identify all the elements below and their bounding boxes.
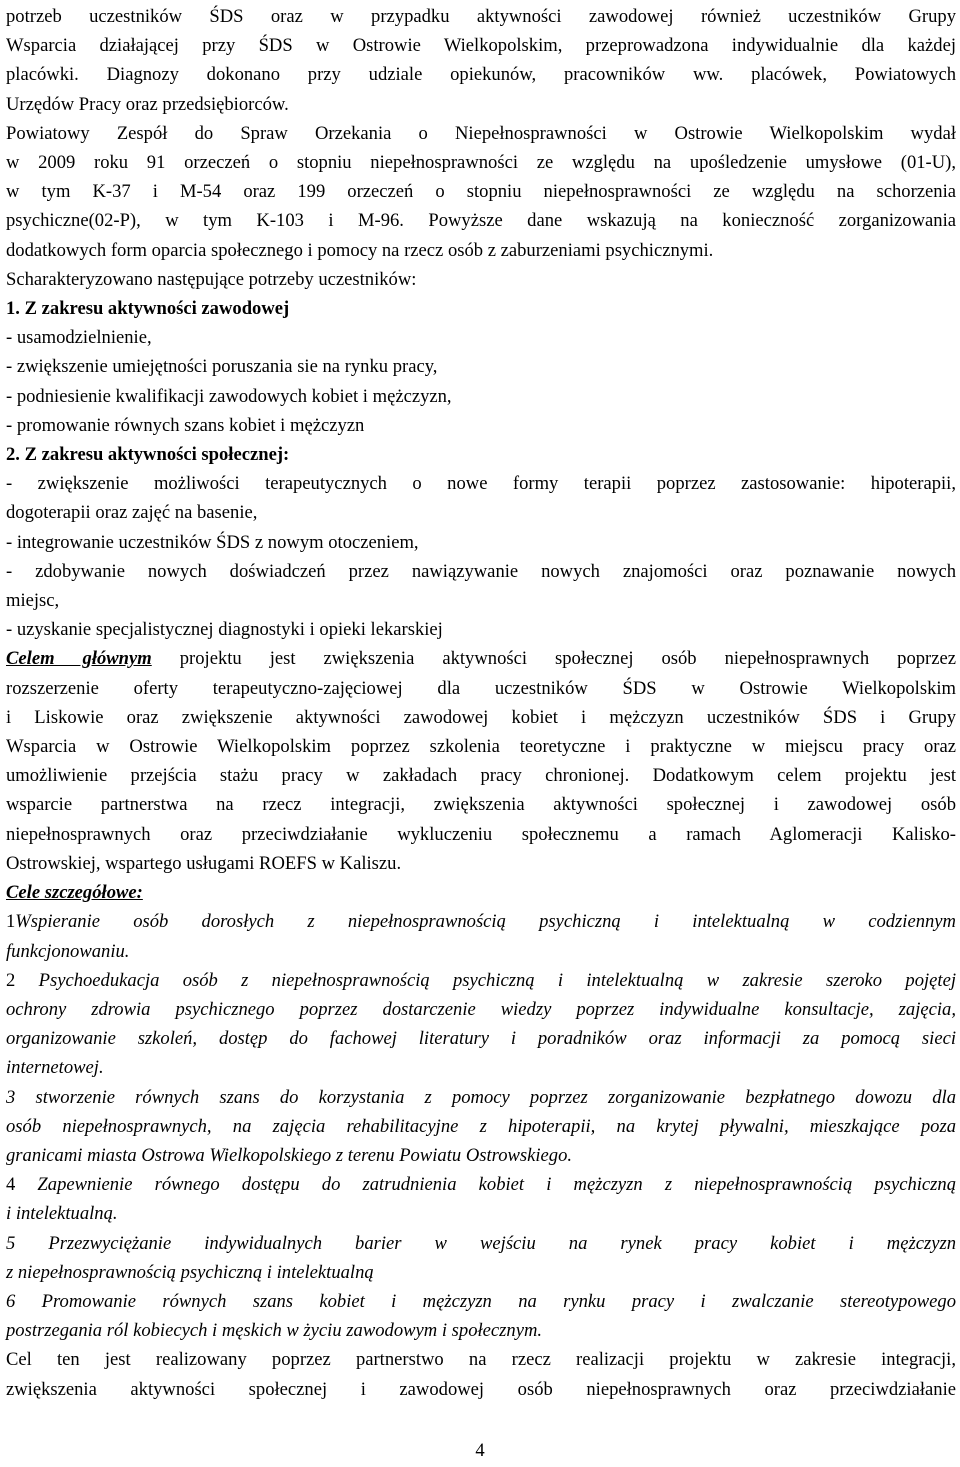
main-goal-text: projektu jest zwiększenia aktywności społecznej osób niepełnosprawnych poprzez bbox=[151, 648, 956, 670]
list-item: - usamodzielnienie, bbox=[6, 327, 152, 349]
goal-line: internetowej. bbox=[6, 1057, 104, 1079]
list-item: dogoterapii oraz zajęć na basenie, bbox=[6, 502, 258, 524]
main-goal-line: umożliwienie przejścia stażu pracy w zakładach pracy chronionej. Dodatkowym celem projektu jest bbox=[6, 765, 956, 787]
main-goal-line bbox=[6, 644, 956, 673]
section1-heading: 1. Z zakresu aktywności zawodowej bbox=[6, 298, 290, 320]
list-item: - zdobywanie nowych doświadczeń przez nawiązywanie nowych znajomości oraz poznawanie nowych bbox=[6, 560, 956, 582]
main-goal-line: i Liskowie oraz zwiększenie aktywności zawodowej kobiet i mężczyzn uczestników ŚDS i Grupy bbox=[6, 706, 956, 728]
main-goal-label: Celem głównym bbox=[6, 648, 152, 670]
main-goal-line: wsparcie partnerstwa na rzecz integracji, zwiększenia aktywności społecznej i zawodowej osób bbox=[6, 794, 956, 816]
zespol-line: w tym K-37 i M-54 oraz 199 orzeczeń o stopniu niepełnosprawności ze względu na schorzenia bbox=[6, 181, 956, 203]
goal-line bbox=[6, 966, 956, 995]
page-number: 4 bbox=[475, 1440, 485, 1461]
needs-intro: Scharakteryzowano następujące potrzeby uczestników: bbox=[6, 268, 417, 290]
list-item: - uzyskanie specjalistycznej diagnostyki i opieki lekarskiej bbox=[6, 619, 443, 641]
goal-line: organizowanie szkoleń, dostęp do fachowej literatury i poradników oraz informacji za pomocą sieci bbox=[6, 1028, 956, 1050]
main-goal-line: niepełnosprawnych oraz przeciwdziałanie wykluczeniu społecznemu a ramach Aglomeracji Kalisko- bbox=[6, 823, 956, 845]
list-item: - promowanie równych szans kobiet i mężczyzn bbox=[6, 414, 365, 436]
goal-text: Wspieranie osób dorosłych z niepełnosprawnością psychiczną i intelektualną w codziennym bbox=[15, 911, 956, 933]
document-page bbox=[6, 2, 956, 1404]
goal-number: 1 bbox=[6, 911, 16, 933]
main-goal-line: Ostrowskiej, wspartego usługami ROEFS w Kaliszu. bbox=[6, 852, 402, 874]
intro-line: potrzeb uczestników ŚDS oraz w przypadku aktywności zawodowej również uczestników Grupy bbox=[6, 6, 956, 27]
list-item: miejsc, bbox=[6, 590, 60, 612]
goal-line: 6 Promowanie równych szans kobiet i mężczyzn na rynku pracy i zwalczanie stereotypowego bbox=[6, 1290, 956, 1312]
zespol-line: w 2009 roku 91 orzeczeń o stopniu niepełnosprawności ze względu na upośledzenie umysłowe (01-U), bbox=[6, 152, 956, 174]
intro-line: Wsparcia działającej przy ŚDS w Ostrowie Wielkopolskim, przeprowadzona indywidualnie dla każdej bbox=[6, 35, 956, 57]
zespol-line: Powiatowy Zespół do Spraw Orzekania o Niepełnosprawności w Ostrowie Wielkopolskim wydał bbox=[6, 122, 956, 144]
intro-line: Urzędów Pracy oraz przedsiębiorców. bbox=[6, 93, 289, 115]
goal-line bbox=[6, 1170, 956, 1199]
list-item: - zwiększenie umiejętności poruszania sie na rynku pracy, bbox=[6, 356, 438, 378]
goal-number: 2 bbox=[6, 969, 16, 991]
zespol-line: psychiczne(02-P), w tym K-103 i M-96. Powyższe dane wskazują na konieczność zorganizowania bbox=[6, 210, 956, 232]
zespol-line: dodatkowych form oparcia społecznego i pomocy na rzecz osób z zaburzeniami psychicznymi. bbox=[6, 239, 714, 261]
main-goal-line: rozszerzenie oferty terapeutyczno-zajęciowej dla uczestników ŚDS w Ostrowie Wielkopolskim bbox=[6, 677, 956, 699]
section2-heading: 2. Z zakresu aktywności społecznej: bbox=[6, 444, 290, 466]
goal-line: i intelektualną. bbox=[6, 1203, 118, 1225]
list-item: - podniesienie kwalifikacji zawodowych kobiet i mężczyzn, bbox=[6, 385, 452, 407]
closing-line: Cel ten jest realizowany poprzez partnerstwo na rzecz realizacji projektu w zakresie integracji, bbox=[6, 1349, 956, 1371]
goal-line: granicami miasta Ostrowa Wielkopolskiego z terenu Powiatu Ostrowskiego. bbox=[6, 1144, 573, 1166]
goal-line: funkcjonowaniu. bbox=[6, 940, 130, 962]
goal-line bbox=[6, 907, 956, 936]
goal-line: 3 stworzenie równych szans do korzystania z pomocy poprzez zorganizowanie bezpłatnego dowozu dla bbox=[6, 1086, 956, 1108]
specific-goals-heading: Cele szczegółowe: bbox=[6, 882, 143, 904]
goal-text: Zapewnienie równego dostępu do zatrudnienia kobiet i mężczyzn z niepełnosprawnością psychiczną bbox=[15, 1174, 956, 1196]
list-item: - integrowanie uczestników ŚDS z nowym otoczeniem, bbox=[6, 531, 419, 553]
closing-line: zwiększenia aktywności społecznej i zawodowej osób niepełnosprawnych oraz przeciwdziałanie bbox=[6, 1378, 956, 1400]
goal-line: postrzegania ról kobiecych i męskich w życiu zawodowym i społecznym. bbox=[6, 1320, 543, 1342]
goal-text: Psychoedukacja osób z niepełnosprawnością psychiczną i intelektualną w zakresie szeroko pojętej bbox=[15, 969, 956, 991]
goal-line: z niepełnosprawnością psychiczną i intelektualną bbox=[6, 1261, 374, 1283]
goal-number: 4 bbox=[6, 1174, 16, 1196]
list-item: - zwiększenie możliwości terapeutycznych o nowe formy terapii poprzez zastosowanie: hipoterapii, bbox=[6, 473, 956, 495]
goal-line: 5 Przezwyciężanie indywidualnych barier w wejściu na rynek pracy kobiet i mężczyzn bbox=[6, 1232, 956, 1254]
main-goal-line: Wsparcia w Ostrowie Wielkopolskim poprzez szkolenia teoretyczne i praktyczne w miejscu pracy oraz bbox=[6, 736, 956, 758]
goal-line: osób niepełnosprawnych, na zajęcia rehabilitacyjne z hipoterapii, na krytej pływalni, mieszkające poza bbox=[6, 1115, 956, 1137]
intro-line: placówki. Diagnozy dokonano przy udziale opiekunów, pracowników ww. placówek, Powiatowych bbox=[6, 64, 956, 86]
goal-line: ochrony zdrowia psychicznego poprzez dostarczenie wiedzy poprzez indywidualne konsultacje, zajęcia, bbox=[6, 998, 956, 1020]
